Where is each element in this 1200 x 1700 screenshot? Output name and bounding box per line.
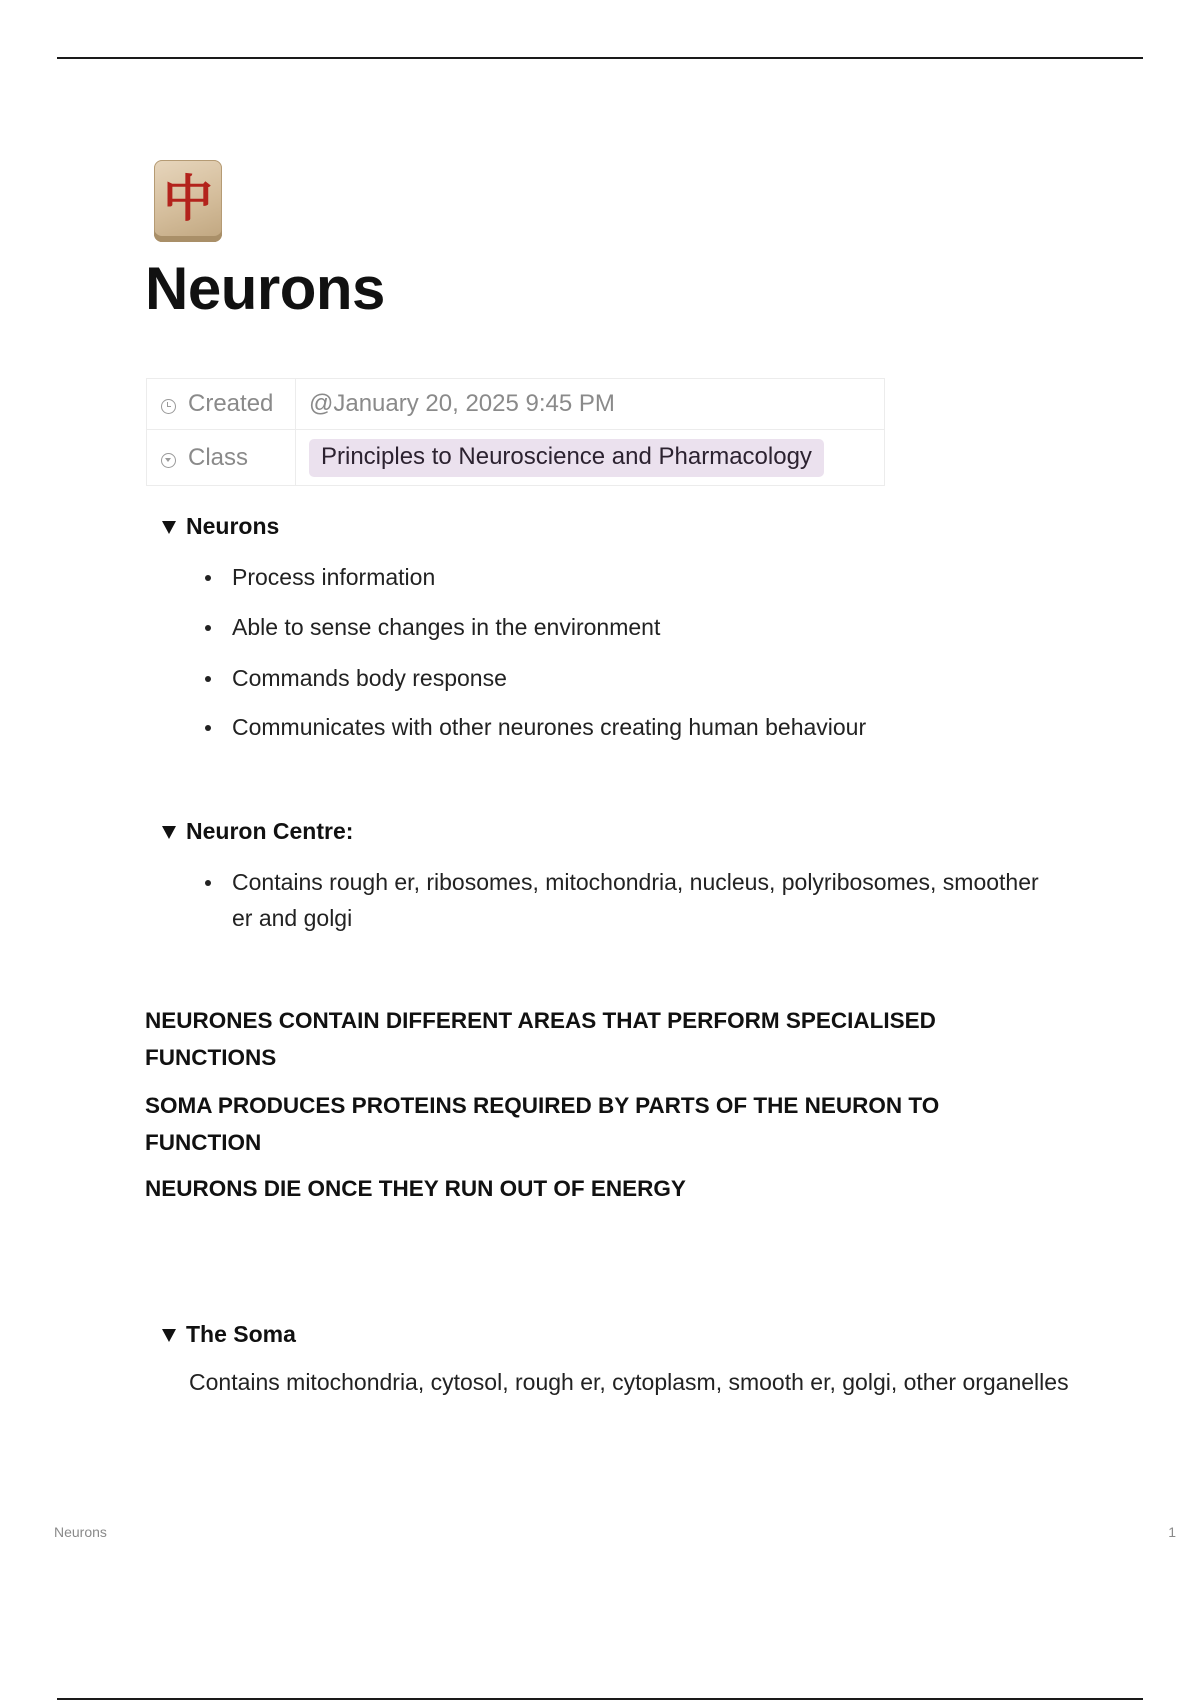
triangle-down-icon[interactable] [162, 826, 176, 839]
footer-page-name: Neurons [54, 1524, 107, 1540]
list-item: Contains rough er, ribosomes, mitochondria, nucleus, polyribosomes, smoother er and golgi [232, 864, 1052, 936]
toggle-neurons-heading: Neurons [186, 513, 280, 539]
statement-specialised-areas: NEURONES CONTAIN DIFFERENT AREAS THAT PERFORM SPECIALISED FUNCTIONS [145, 1008, 936, 1070]
toggle-the-soma-heading: The Soma [186, 1321, 296, 1347]
statement-neurons-die: NEURONS DIE ONCE THEY RUN OUT OF ENERGY [145, 1176, 686, 1201]
toggle-neuron-centre-heading: Neuron Centre: [186, 818, 354, 844]
list-item: Process information [232, 559, 866, 595]
property-key-class [147, 430, 296, 486]
created-label: Created [188, 390, 274, 417]
top-rule [57, 57, 1143, 59]
toggle-the-soma[interactable] [162, 1321, 296, 1348]
toggle-neurons[interactable] [162, 513, 279, 540]
clock-icon [161, 399, 176, 414]
neurons-list [232, 559, 866, 745]
soma-description: Contains mitochondria, cytosol, rough er, cytoplasm, smooth er, golgi, other organelles [189, 1369, 1069, 1395]
list-item: Commands body response [232, 660, 866, 696]
triangle-down-icon[interactable] [162, 1329, 176, 1342]
property-value-created[interactable] [296, 379, 885, 430]
list-item: Able to sense changes in the environment [232, 609, 866, 645]
property-row-created [147, 379, 885, 430]
triangle-down-icon[interactable] [162, 521, 176, 534]
created-value: @January 20, 2025 9:45 PM [309, 390, 615, 417]
class-label: Class [188, 443, 249, 471]
properties-table [146, 378, 885, 486]
page-icon-glyph: 中 [163, 170, 213, 228]
page-title: Neurons [145, 255, 385, 322]
select-icon [161, 453, 176, 468]
property-key-created [147, 379, 296, 430]
neuron-centre-list [232, 864, 1052, 936]
mahjong-dragon-icon[interactable] [154, 160, 222, 242]
class-tag[interactable]: Principles to Neuroscience and Pharmacology [309, 439, 824, 477]
property-row-class [147, 430, 885, 486]
footer-page-number: 1 [1168, 1524, 1176, 1540]
toggle-neuron-centre[interactable] [162, 818, 353, 845]
property-value-class[interactable] [296, 430, 885, 486]
statement-soma-proteins: SOMA PRODUCES PROTEINS REQUIRED BY PARTS OF THE NEURON TO FUNCTION [145, 1093, 940, 1155]
list-item: Communicates with other neurones creating human behaviour [232, 709, 866, 745]
